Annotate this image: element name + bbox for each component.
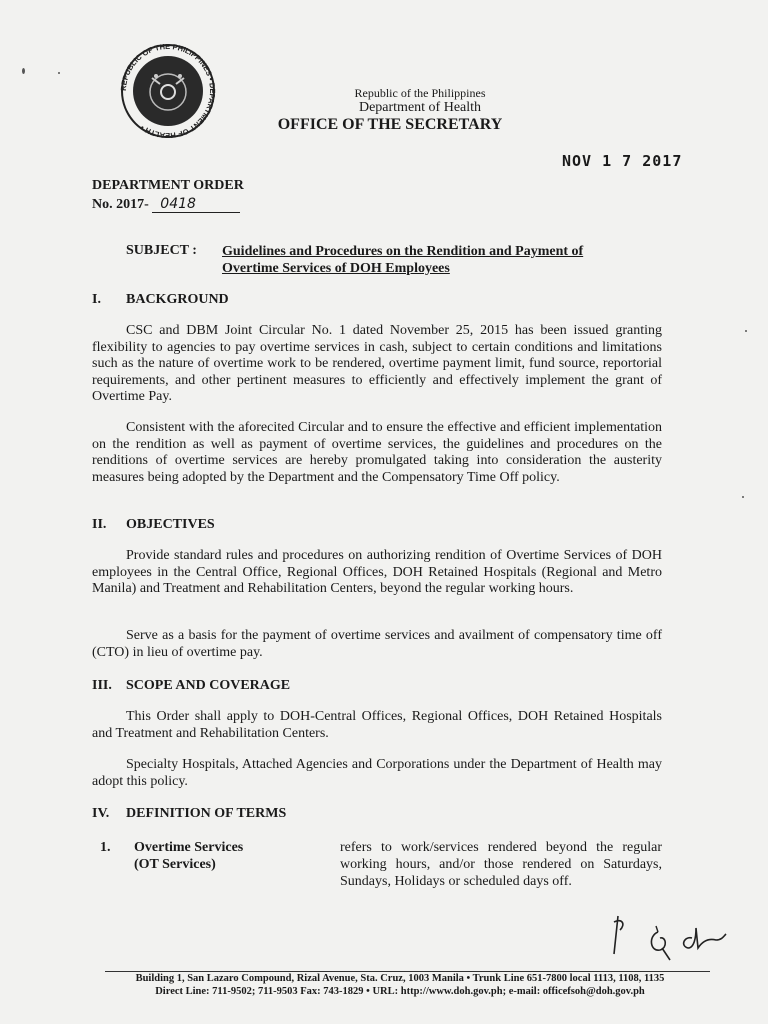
section-number: II. — [92, 517, 107, 532]
section-number: III. — [92, 678, 112, 693]
scan-speck — [745, 330, 747, 332]
term-name: Overtime Services — [134, 840, 244, 855]
header-office-title: OFFICE OF THE SECRETARY — [277, 116, 503, 133]
subject-label: SUBJECT : — [126, 243, 197, 258]
section-title: SCOPE AND COVERAGE — [126, 678, 291, 693]
paragraph: Serve as a basis for the payment of overtime services and availment of compensatory time off (CTO) in lieu of overtime pay. — [92, 628, 662, 660]
footer-address — [100, 972, 700, 998]
scan-speck — [22, 68, 25, 74]
section-title: BACKGROUND — [126, 292, 229, 307]
section-title: OBJECTIVES — [126, 517, 215, 532]
paragraph: Specialty Hospitals, Attached Agencies and Corporations under the Department of Health may adopt this policy. — [92, 757, 662, 789]
section-number: I. — [92, 292, 101, 307]
handwritten-initials — [600, 908, 740, 964]
paragraph: This Order shall apply to DOH-Central Offices, Regional Offices, DOH Retained Hospitals and Treatment and Rehabilitation Centers. — [92, 709, 662, 741]
paragraph: Consistent with the aforecited Circular and to ensure the effective and efficient implementation on the rendition as well as payment of overtime services, the guidelines and procedures on the renditions of overtime services are hereby promulgated taking into consideration the austerity measures being adopted by the Department and the Compensatory Time Off policy. — [92, 420, 662, 485]
order-number — [92, 196, 240, 213]
order-title: DEPARTMENT ORDER — [92, 178, 244, 193]
term-definition: refers to work/services rendered beyond the regular working hours, and/or those rendered on Saturdays, Sundays, Holidays or scheduled days off. — [340, 840, 662, 889]
order-number-handwritten: 0418 — [152, 196, 240, 213]
scan-speck — [742, 496, 744, 498]
paragraph: Provide standard rules and procedures on authorizing rendition of Overtime Services of DOH employees in the Central Office, Regional Offices, DOH Retained Hospitals (Regional and Metro Manila) and Treatment and Rehabilitation Centers, beyond the regular working hours. — [92, 548, 662, 596]
order-number-prefix: No. 2017- — [92, 197, 149, 212]
doh-seal — [112, 44, 224, 138]
scan-speck — [58, 72, 60, 74]
footer-address-line: Building 1, San Lazaro Compound, Rizal Avenue, Sta. Cruz, 1003 Manila • Trunk Line 651-7800 local 1113, 1108, 1135 — [135, 973, 665, 984]
seal-ring-text: REPUBLIC OF THE PHILIPPINES • DEPARTMENT OF HEALTH • — [118, 44, 218, 138]
term-number: 1. — [100, 840, 111, 855]
header-republic: Republic of the Philippines — [354, 86, 486, 100]
paragraph: CSC and DBM Joint Circular No. 1 dated November 25, 2015 has been issued granting flexibility to agencies to pay overtime services in cash, subject to certain conditions and limitations such as the nature of overtime work to be rendered, overtime payment limit, fund source, reportorial requirements, and other pertinent measures to efficiently and effectively implement the grant of Overtime Pay. — [92, 323, 662, 404]
section-title: DEFINITION OF TERMS — [126, 806, 287, 821]
section-number: IV. — [92, 806, 110, 821]
term-name-abbrev: (OT Services) — [134, 857, 216, 872]
date-stamp: NOV 1 7 2017 — [562, 152, 683, 170]
footer-contact-line: Direct Line: 711-9502; 711-9503 Fax: 743-1829 • URL: http://www.doh.gov.ph; e-mail: officefsoh@doh.gov.ph — [155, 986, 645, 997]
subject-text: Guidelines and Procedures on the Rendition and Payment of Overtime Services of DOH Employees — [222, 244, 584, 276]
header-department: Department of Health — [358, 100, 482, 115]
